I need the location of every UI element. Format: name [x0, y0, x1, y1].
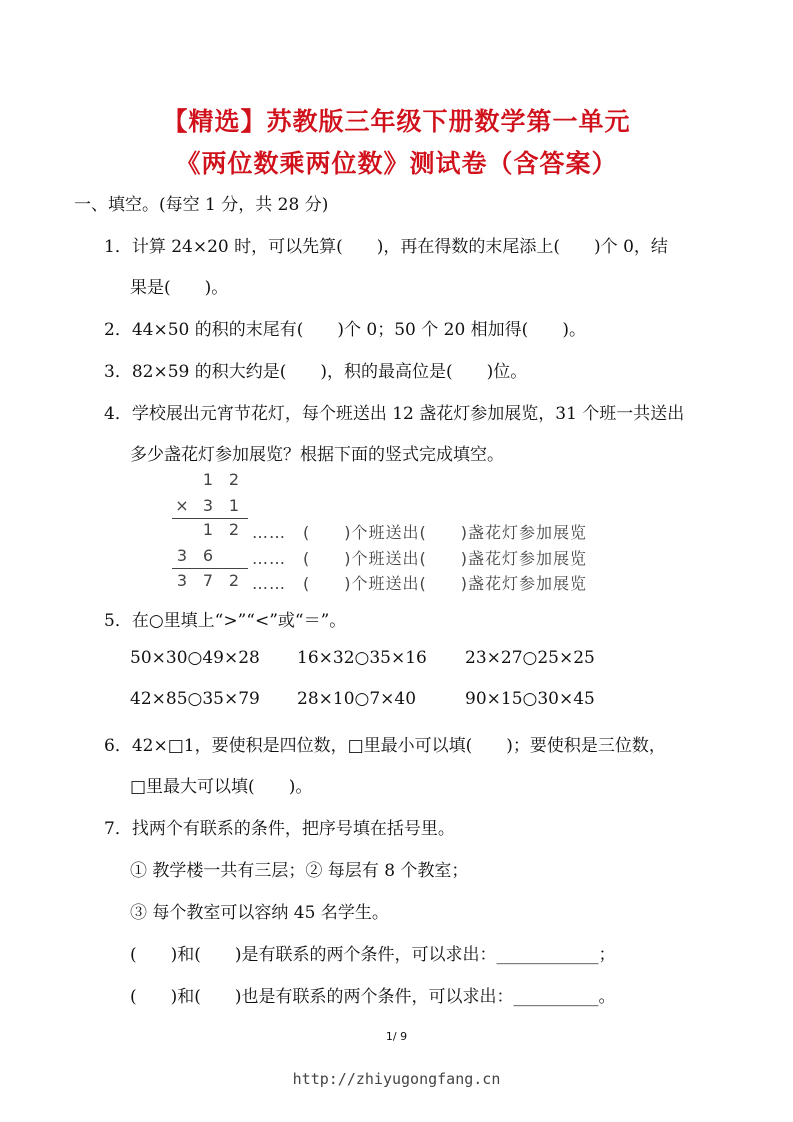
calc-digit: 1 [202, 470, 214, 489]
question-7-line1: 7．找两个有联系的条件，把序号填在括号里。 [104, 819, 455, 839]
calc-digit: 2 [228, 470, 240, 489]
calc-digit: 3 [202, 496, 214, 515]
calc-digit: 3 [176, 571, 188, 590]
compare-item: 16×32○35×16 [297, 648, 427, 668]
question-2: 2．44×50 的积的末尾有( )个 0；50 个 20 相加得( )。 [104, 320, 586, 340]
question-3: 3．82×59 的积大约是( )，积的最高位是( )位。 [104, 362, 528, 382]
question-6-line2: □里最大可以填( )。 [130, 777, 313, 797]
calc-note-3: …… ( )个班送出( )盏花灯参加展览 [252, 574, 587, 593]
times-sign: × [175, 496, 189, 515]
question-7-answer-2: ( )和( )也是有联系的两个条件，可以求出：__________。 [130, 987, 616, 1007]
vertical-multiplication [172, 470, 692, 600]
footer-url: http://zhiyugongfang.cn [292, 1070, 501, 1088]
calc-digit: 1 [202, 520, 214, 539]
question-6-line1: 6．42×□1，要使积是四位数，□里最小可以填( )；要使积是三位数， [104, 736, 666, 756]
calc-digit: 2 [228, 520, 240, 539]
compare-item: 28×10○7×40 [297, 689, 417, 709]
question-7-condition-1-2: ① 教学楼一共有三层；② 每层有 8 个教室； [130, 861, 469, 881]
page-number: 1/ 9 [385, 1030, 408, 1043]
question-1-line1: 1．计算 24×20 时，可以先算( )，再在得数的末尾添上( )个 0，结 [104, 237, 668, 257]
compare-item: 50×30○49×28 [130, 648, 260, 668]
compare-item: 90×15○30×45 [465, 689, 595, 709]
question-1-line2: 果是( )。 [130, 278, 229, 298]
section-heading: 一、填空。(每空 1 分，共 28 分) [74, 195, 329, 215]
calc-rule [172, 568, 248, 569]
calc-digit: 1 [228, 496, 240, 515]
document-title-line2: 《两位数乘两位数》测试卷（含答案） [175, 149, 618, 178]
calc-digit: 6 [202, 546, 214, 565]
calc-note-1: …… ( )个班送出( )盏花灯参加展览 [252, 523, 587, 542]
question-5: 5．在○里填上“>”“<”或“＝”。 [104, 611, 347, 631]
calc-rule [172, 518, 248, 519]
calc-digit: 2 [228, 571, 240, 590]
question-7-answer-1: ( )和( )是有联系的两个条件，可以求出：____________； [130, 945, 616, 965]
calc-digit: 3 [176, 546, 188, 565]
calc-note-2: …… ( )个班送出( )盏花灯参加展览 [252, 549, 587, 568]
question-7-condition-3: ③ 每个教室可以容纳 45 名学生。 [130, 903, 389, 923]
question-4-line1: 4．学校展出元宵节花灯，每个班送出 12 盏花灯参加展览，31 个班一共送出 [104, 404, 685, 424]
compare-item: 42×85○35×79 [130, 689, 260, 709]
compare-item: 23×27○25×25 [465, 648, 595, 668]
question-4-line2: 多少盏花灯参加展览？根据下面的竖式完成填空。 [130, 445, 504, 465]
document-title-line1: 【精选】苏教版三年级下册数学第一单元 [162, 107, 631, 136]
calc-digit: 7 [202, 571, 214, 590]
